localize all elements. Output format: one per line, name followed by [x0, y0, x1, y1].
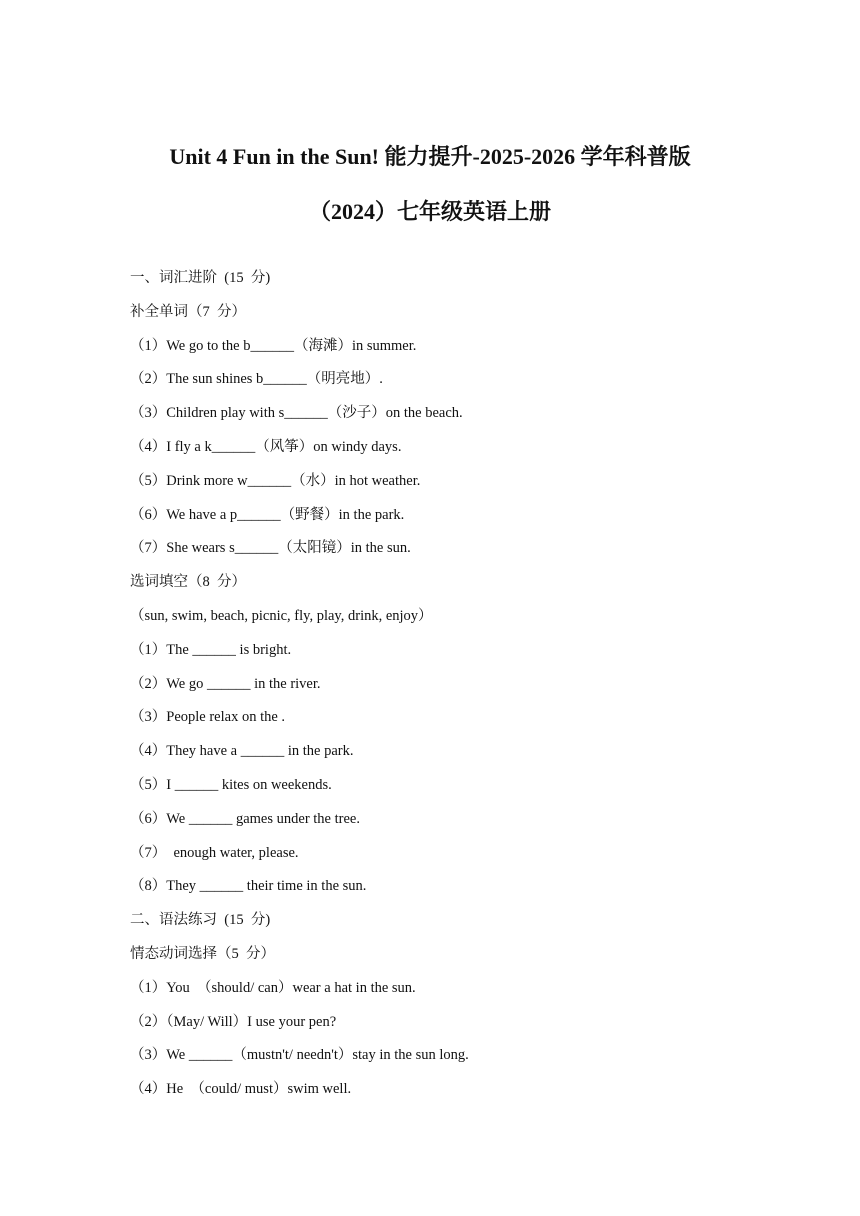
document-body	[130, 265, 810, 1110]
subsection-heading-choose-words: 选词填空（8 分）	[130, 574, 246, 591]
question-item: （2）We go ______ in the river.	[130, 675, 321, 692]
question-item: （1）We go to the b______（海滩）in summer.	[130, 337, 417, 354]
question-item: （7）She wears s______（太阳镜）in the sun.	[130, 540, 411, 557]
question-item: （3）People relax on the .	[130, 709, 286, 726]
question-item: （3）Children play with s______（沙子）on the beach.	[130, 405, 463, 422]
question-item: （6）We ______ games under the tree.	[130, 810, 360, 827]
question-item: （4）I fly a k______（风筝）on windy days.	[130, 438, 402, 455]
document-title-line-1: Unit 4 Fun in the Sun! 能力提升-2025-2026 学年科普版	[169, 144, 691, 169]
question-item: （8）They ______ their time in the sun.	[130, 878, 367, 895]
document-title-line-2: （2024）七年级英语上册	[308, 199, 551, 224]
question-item: （2）The sun shines b______（明亮地）.	[130, 371, 383, 388]
question-item: （7） enough water, please.	[130, 844, 299, 861]
subsection-heading-complete-words: 补全单词（7 分）	[130, 303, 246, 320]
question-item: （1）You （should/ can）wear a hat in the sun.	[130, 979, 416, 996]
question-item: （2）（May/ Will）I use your pen?	[130, 1013, 337, 1030]
section-heading-vocabulary: 一、词汇进阶 (15 分)	[130, 270, 271, 286]
question-item: （4）He （could/ must）swim well.	[130, 1081, 352, 1098]
question-item: （4）They have a ______ in the park.	[130, 743, 354, 760]
question-item: （3）We ______（mustn't/ needn't）stay in the sun long.	[130, 1047, 469, 1064]
section-heading-grammar: 二、语法练习 (15 分)	[130, 912, 271, 929]
question-item: （1）The ______ is bright.	[130, 641, 292, 658]
question-item: （5）I ______ kites on weekends.	[130, 776, 332, 793]
subsection-heading-modal-verbs: 情态动词选择（5 分）	[130, 945, 275, 962]
question-item: （5）Drink more w______（水）in hot weather.	[130, 472, 421, 489]
word-bank: （sun, swim, beach, picnic, fly, play, drink, enjoy）	[130, 607, 433, 624]
question-item: （6）We have a p______（野餐）in the park.	[130, 506, 405, 523]
